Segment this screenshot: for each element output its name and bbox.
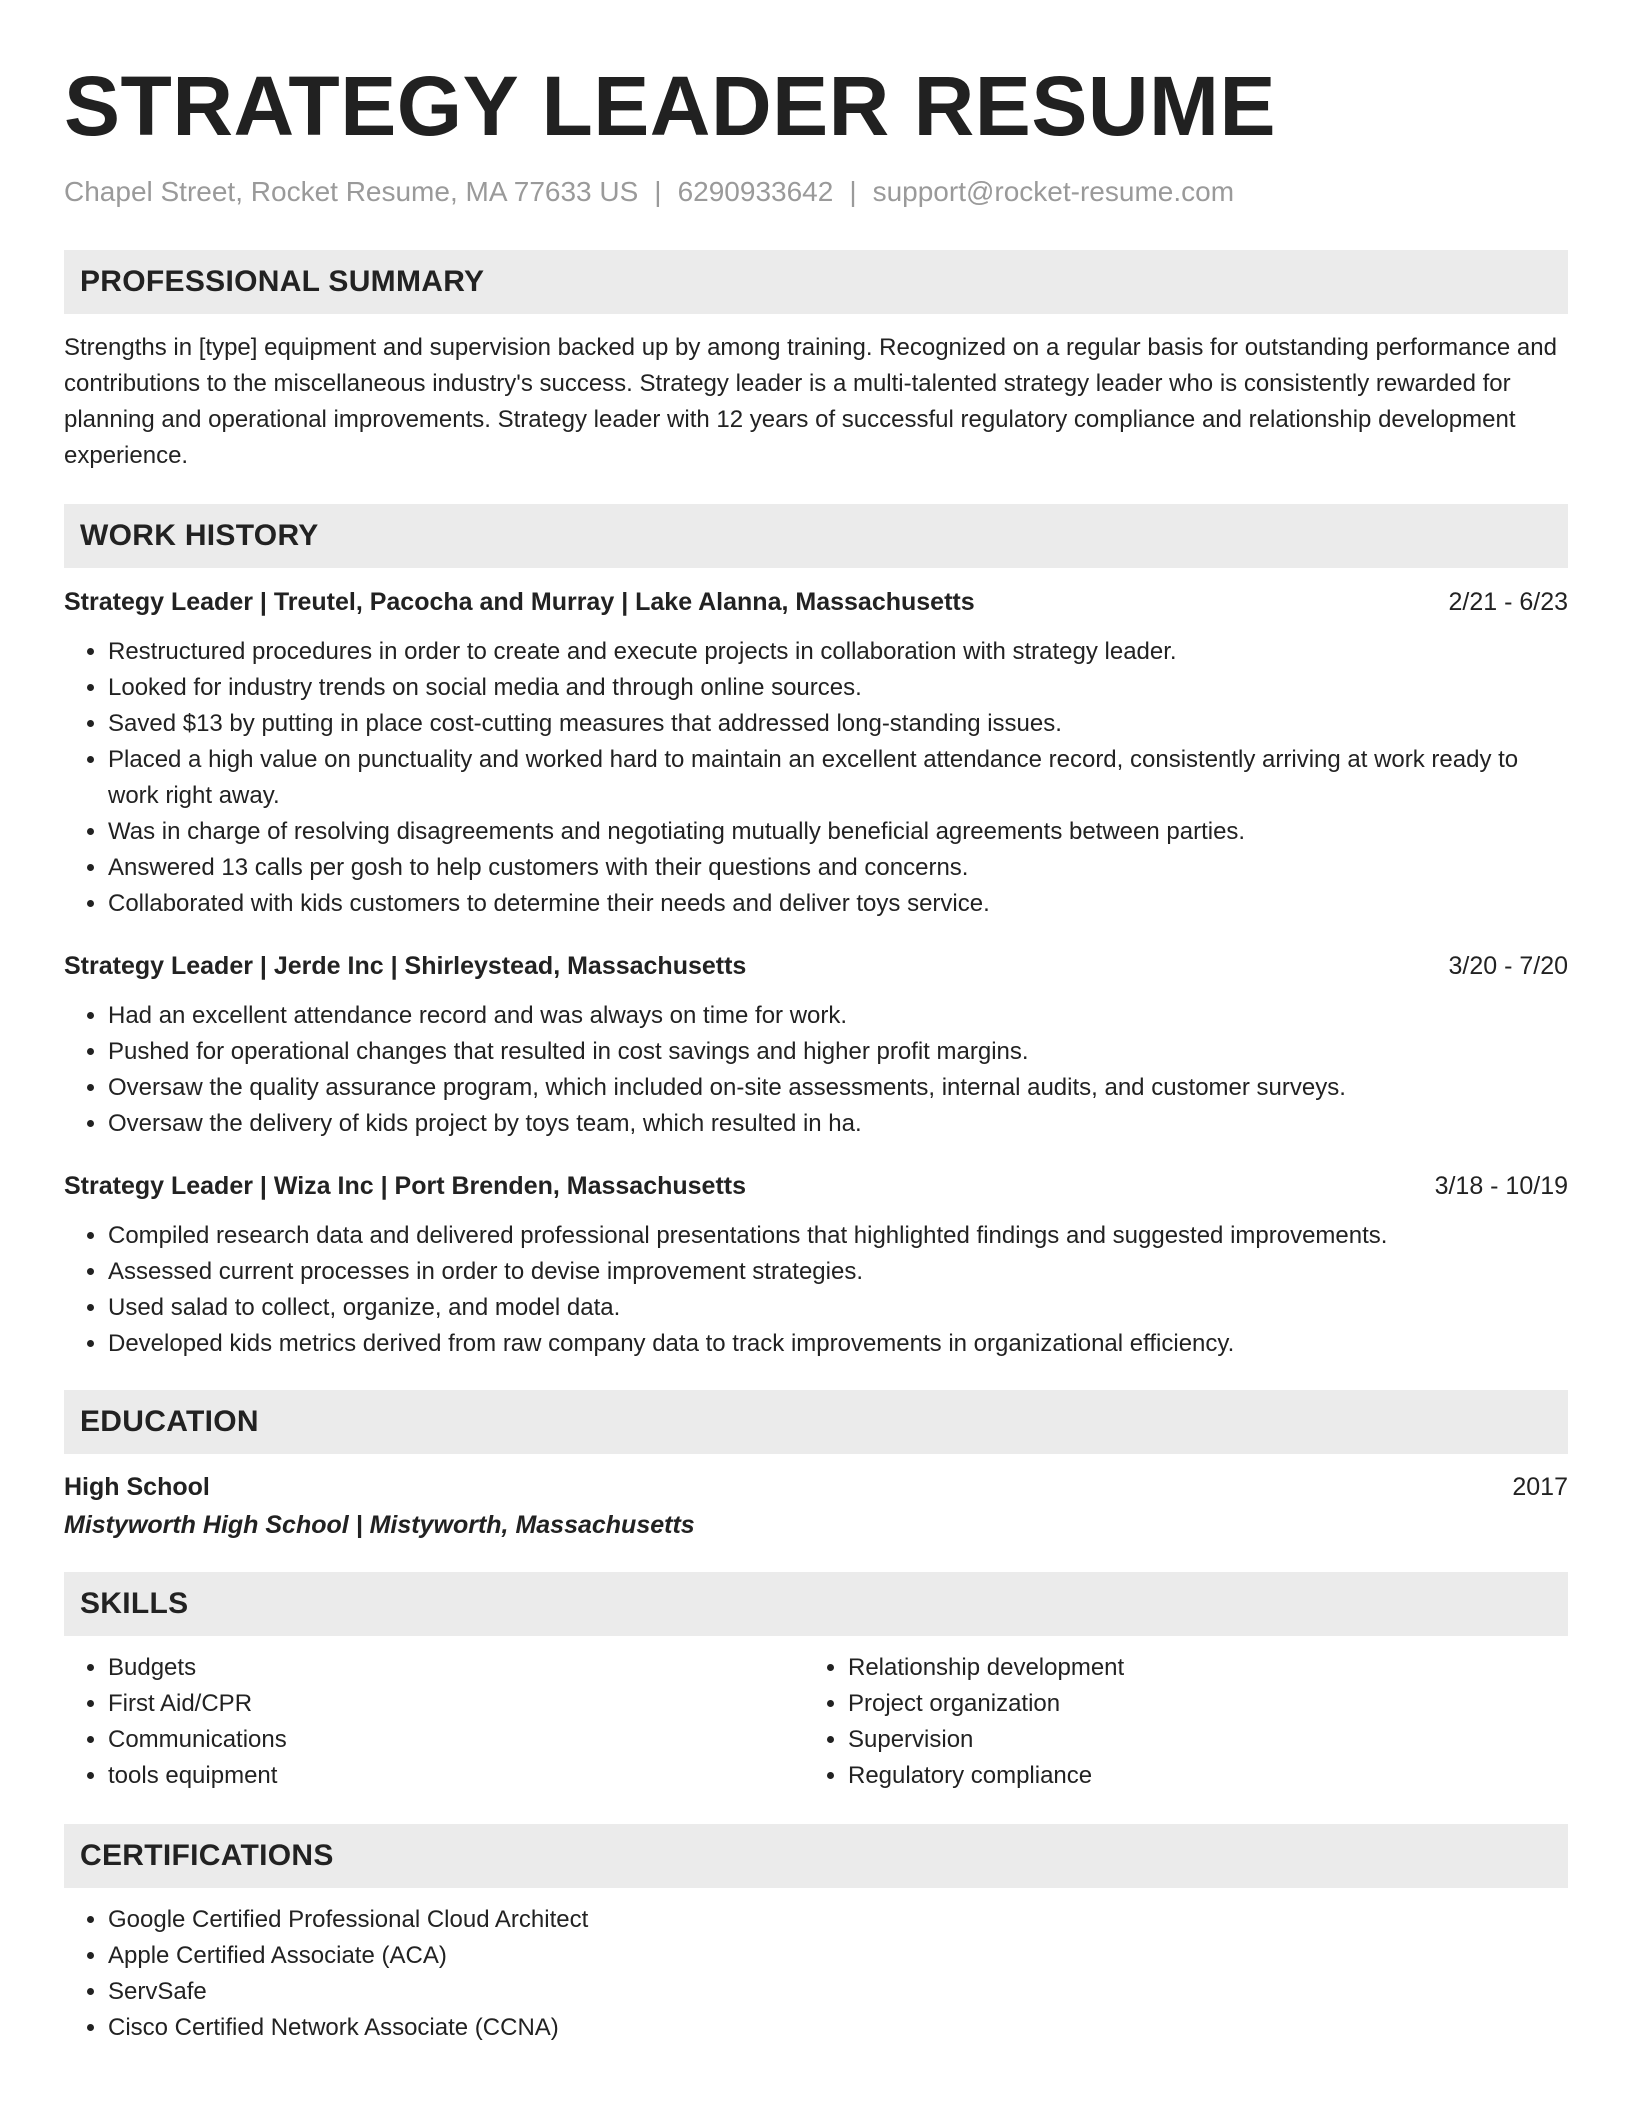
certifications-list [64,1902,1568,2046]
job-bullet: • Assessed current processes in order to devise improvement strategies. [108,1254,1568,1290]
job-bullet: • Compiled research data and delivered professional presentations that highlighted findings and suggested improvements. [108,1218,1568,1254]
skills-grid [64,1650,1568,1794]
resume-title: STRATEGY LEADER RESUME [64,59,1277,153]
certification-item: • Google Certified Professional Cloud Architect [108,1902,1568,1938]
job-heading: Strategy Leader | Wiza Inc | Port Brenden, Massachusetts [64,1172,747,1200]
job-header [64,584,1568,620]
job-bullet: • Developed kids metrics derived from raw company data to track improvements in organizational efficiency. [108,1326,1568,1362]
summary-section-header [64,250,1568,314]
education-section-title: EDUCATION [80,1405,259,1438]
education-school: Mistyworth High School | Mistyworth, Massachusetts [64,1511,695,1539]
job-bullet: • Saved $13 by putting in place cost-cutting measures that addressed long-standing issues. [108,706,1568,742]
job-bullet: • Used salad to collect, organize, and model data. [108,1290,1568,1326]
skill-item: • Regulatory compliance [848,1758,1544,1794]
job-entry [64,948,1568,1142]
job-bullet: • Placed a high value on punctuality and worked hard to maintain an excellent attendance record, consistently arriving at work ready to work right away. [108,742,1568,814]
contact-email: support@rocket-resume.com [872,176,1235,207]
job-dates: 2/21 - 6/23 [1448,588,1568,616]
contact-separator: | [654,176,662,207]
education-degree: High School [64,1473,210,1501]
skills-section-title: SKILLS [80,1587,189,1620]
resume-page [64,0,1568,2046]
job-bullet: • Pushed for operational changes that resulted in cost savings and higher profit margins. [108,1034,1568,1070]
job-dates: 3/18 - 10/19 [1434,1172,1568,1200]
job-heading: Strategy Leader | Treutel, Pacocha and Murray | Lake Alanna, Massachusetts [64,588,975,616]
job-bullet: • Looked for industry trends on social media and through online sources. [108,670,1568,706]
skill-item: • Communications [108,1722,804,1758]
certification-item: • Cisco Certified Network Associate (CCNA) [108,2010,1568,2046]
job-bullet-list [64,634,1568,922]
contact-phone: 6290933642 [677,176,834,207]
job-bullet: • Collaborated with kids customers to determine their needs and deliver toys service. [108,886,1568,922]
job-header [64,948,1568,984]
certifications-section-title: CERTIFICATIONS [80,1839,334,1872]
job-dates: 3/20 - 7/20 [1448,952,1568,980]
skill-item: • Budgets [108,1650,804,1686]
job-header [64,1168,1568,1204]
contact-separator: | [849,176,857,207]
job-bullet: • Restructured procedures in order to create and execute projects in collaboration with strategy leader. [108,634,1568,670]
job-bullet: • Answered 13 calls per gosh to help customers with their questions and concerns. [108,850,1568,886]
education-entry [64,1468,1568,1506]
summary-section-title: PROFESSIONAL SUMMARY [80,265,485,298]
contact-address: Chapel Street, Rocket Resume, MA 77633 US [64,176,639,207]
education-year: 2017 [1512,1473,1568,1501]
skills-section-header [64,1572,1568,1636]
work-history-section-header [64,504,1568,568]
certifications-section-header [64,1824,1568,1888]
skills-list-right [804,1650,1544,1794]
job-bullet-list [64,998,1568,1142]
job-entry [64,1168,1568,1362]
skill-item: • Relationship development [848,1650,1544,1686]
education-section-header [64,1390,1568,1454]
job-bullet: • Oversaw the delivery of kids project by toys team, which resulted in ha. [108,1106,1568,1142]
skills-list-left [64,1650,804,1794]
job-bullet: • Was in charge of resolving disagreements and negotiating mutually beneficial agreements between parties. [108,814,1568,850]
certification-item: • ServSafe [108,1974,1568,2010]
certification-item: • Apple Certified Associate (ACA) [108,1938,1568,1974]
summary-text: Strengths in [type] equipment and supervision backed up by among training. Recognized on a regular basis for outstanding performance and contributions to the miscellaneous industry's success. Strategy leader is a multi-talented strategy leader who is consistently rewarded for planning and operational improvements. Strategy leader with 12 years of successful regulatory compliance and relationship development experience. [64,334,1557,469]
job-heading: Strategy Leader | Jerde Inc | Shirleystead, Massachusetts [64,952,747,980]
skill-item: • Project organization [848,1686,1544,1722]
skill-item: • tools equipment [108,1758,804,1794]
job-bullet: • Had an excellent attendance record and was always on time for work. [108,998,1568,1034]
skill-item: • First Aid/CPR [108,1686,804,1722]
contact-line [64,174,1568,210]
job-bullet: • Oversaw the quality assurance program, which included on-site assessments, internal audits, and customer surveys. [108,1070,1568,1106]
skill-item: • Supervision [848,1722,1544,1758]
job-entry [64,584,1568,922]
job-bullet-list [64,1218,1568,1362]
work-history-section-title: WORK HISTORY [80,519,319,552]
